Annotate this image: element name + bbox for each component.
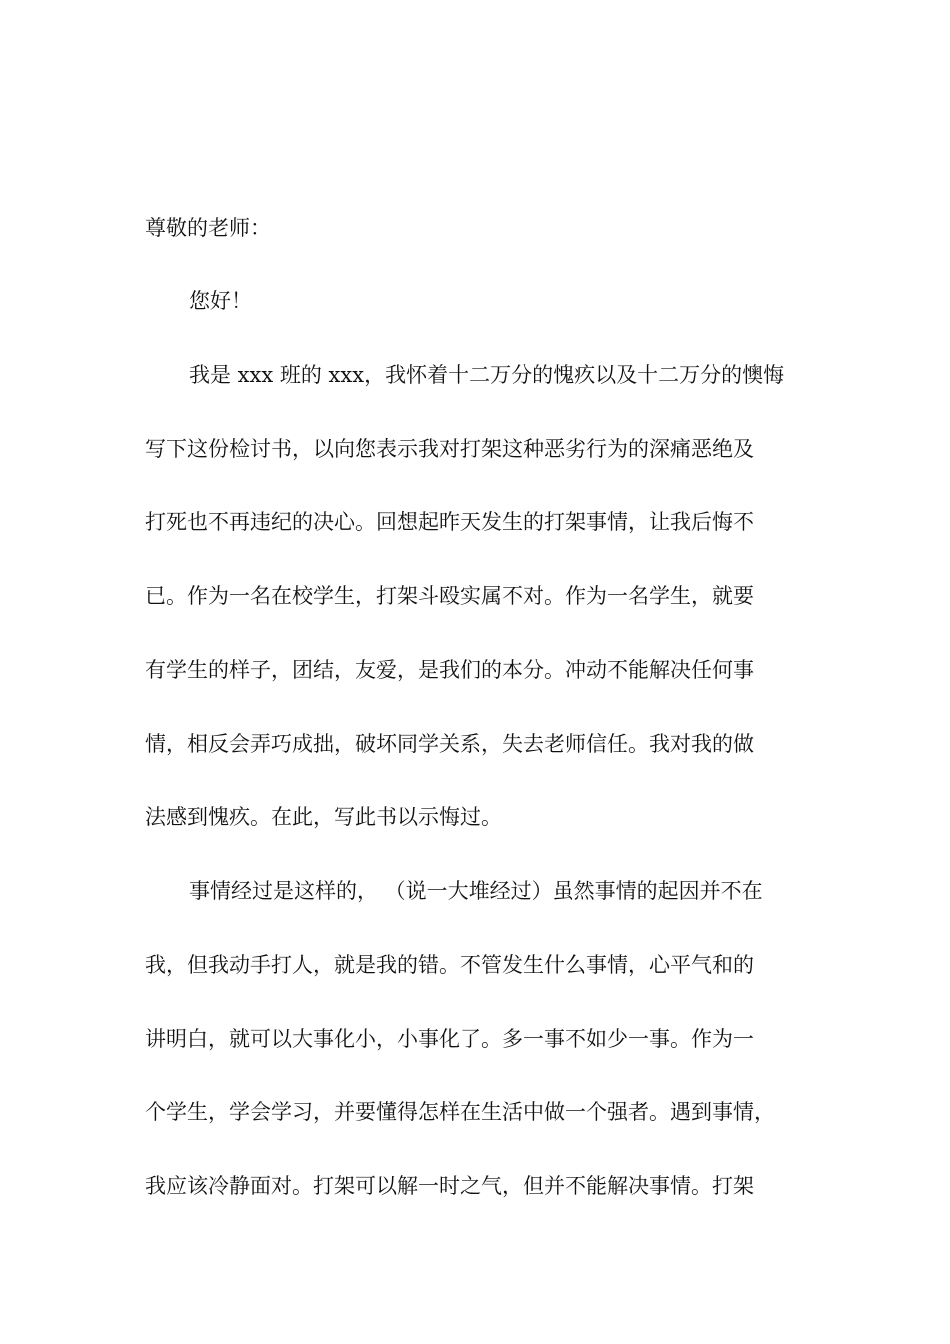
paragraph-line: 我应该冷静面对。打架可以解一时之气，但并不能解决事情。打架 bbox=[145, 1174, 754, 1198]
salutation: 尊敬的老师： bbox=[145, 216, 271, 240]
paragraph-line: 个学生，学会学习，并要懂得怎样在生活中做一个强者。遇到事情， bbox=[145, 1100, 775, 1124]
paragraph-line: 事情经过是这样的， （说一大堆经过）虽然事情的起因并不在 bbox=[189, 879, 763, 903]
paragraph-line: 打死也不再违纪的决心。回想起昨天发生的打架事情，让我后悔不 bbox=[145, 510, 754, 534]
paragraph-line: 写下这份检讨书，以向您表示我对打架这种恶劣行为的深痛恶绝及 bbox=[145, 437, 754, 461]
greeting: 您好！ bbox=[189, 289, 252, 313]
paragraph-line: 讲明白，就可以大事化小，小事化了。多一事不如少一事。作为一 bbox=[145, 1027, 754, 1051]
paragraph-line: 有学生的样子，团结，友爱，是我们的本分。冲动不能解决任何事 bbox=[145, 658, 754, 682]
paragraph-line: 我是 xxx 班的 xxx，我怀着十二万分的愧疚以及十二万分的懊悔 bbox=[189, 363, 785, 387]
paragraph-line: 我，但我动手打人，就是我的错。不管发生什么事情，心平气和的 bbox=[145, 953, 754, 977]
paragraph-line: 已。作为一名在校学生，打架斗殴实属不对。作为一名学生，就要 bbox=[145, 584, 754, 608]
paragraph-line: 法感到愧疚。在此，写此书以示悔过。 bbox=[145, 805, 502, 829]
paragraph-line: 情，相反会弄巧成拙，破坏同学关系，失去老师信任。我对我的做 bbox=[145, 732, 754, 756]
